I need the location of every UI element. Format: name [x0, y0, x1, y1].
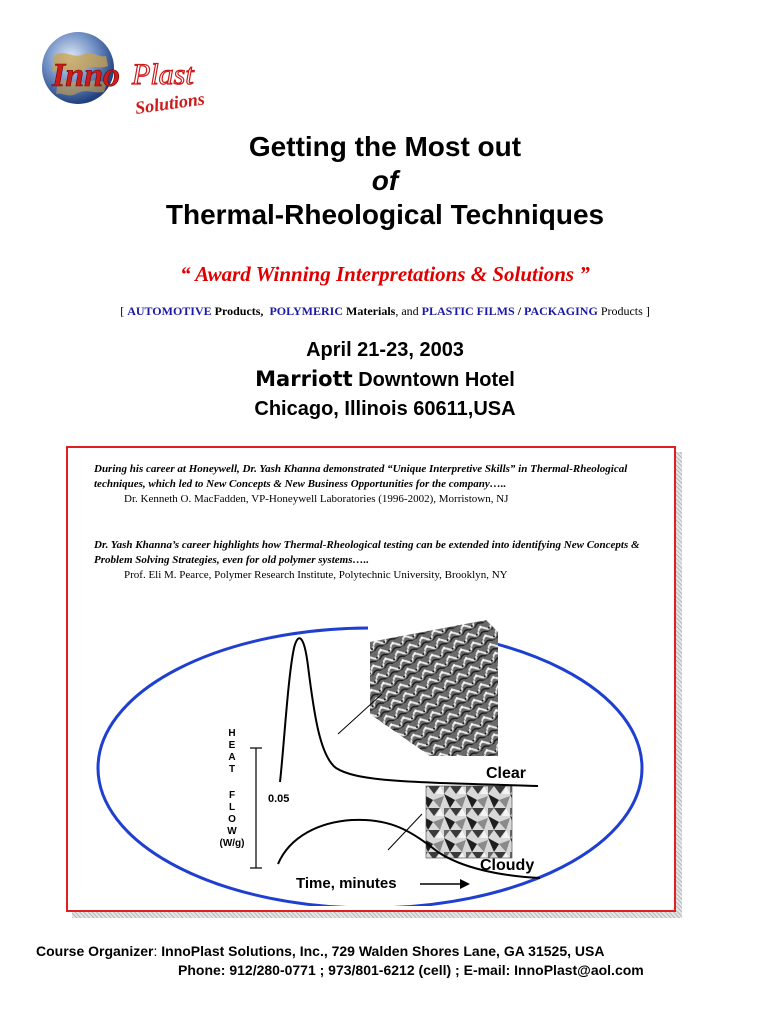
title-line-3: Thermal-Rheological Techniques: [165, 199, 605, 230]
ylabel-letter-1: H: [228, 728, 236, 739]
title-line-1: Getting the Most out: [248, 131, 522, 162]
testimonial-1-attribution: Dr. Kenneth O. MacFadden, VP-Honeywell Laboratories (1996-2002), Morristown, NJ: [124, 493, 509, 505]
ylabel-letter-4: T: [228, 764, 236, 775]
clear-micrograph-image: [368, 620, 498, 756]
document-title: [0, 130, 770, 232]
logo-word-plast: Plast: [132, 58, 194, 91]
subtitle: “ Award Winning Interpretations & Solutions ”: [180, 262, 590, 286]
testimonial-1: [94, 462, 664, 507]
footer-line-1: [36, 942, 756, 961]
ylabel-letter-2: E: [228, 740, 236, 751]
time-axis-label: Time, minutes: [296, 875, 397, 892]
cloudy-micrograph-image: [426, 786, 512, 858]
products-polymeric: POLYMERIC: [269, 304, 344, 318]
organizer-address: InnoPlast Solutions, Inc., 729 Walden Shores Lane, GA 31525, USA: [161, 943, 605, 959]
cloudy-label: Cloudy: [480, 857, 535, 874]
ylabel-letter-7: L: [228, 802, 236, 813]
products-packaging: PACKAGING: [524, 304, 598, 318]
testimonial-1-text: During his career at Honeywell, Dr. Yash Khanna demonstrated “Unique Interpretive Skills” in Thermal-Rheological techniques, which led to New Concepts & New Business Opportunities for the company…..: [94, 463, 628, 490]
hotel-name-bold: Marriott: [255, 367, 353, 391]
products-word-materials: Materials: [343, 304, 396, 318]
logo-word-inno: Inno: [52, 57, 121, 94]
products-open: [: [120, 304, 128, 318]
products-word-and: , and: [395, 304, 422, 318]
event-date: April 21-23, 2003: [306, 339, 464, 361]
products-plastic-films: PLASTIC FILMS: [421, 304, 515, 318]
ylabel-letter-9: W: [227, 826, 237, 837]
testimonial-2: [94, 538, 664, 583]
ylabel-letter-8: O: [228, 814, 236, 825]
event-details: [0, 336, 770, 424]
products-word-products: Products,: [211, 304, 264, 318]
title-line-2: of: [371, 165, 399, 196]
organizer-label: Course Organizer: [36, 943, 154, 959]
testimonial-2-attribution: Prof. Eli M. Pearce, Polymer Research Institute, Polytechnic University, Brooklyn, NY: [124, 569, 508, 581]
products-close: Products ]: [597, 304, 650, 318]
heat-flow-diagram: [70, 596, 670, 906]
ylabel-letter-3: A: [228, 752, 236, 763]
product-categories: [0, 304, 770, 319]
organizer-colon: :: [153, 943, 162, 959]
logo-word-solutions: Solutions: [133, 88, 206, 118]
ylabel-letter-10: (W/g): [219, 838, 245, 849]
footer-contact: [36, 942, 756, 980]
event-location: Chicago, Illinois 60611,USA: [254, 398, 516, 420]
products-slash: /: [514, 304, 525, 318]
event-hotel: [0, 365, 770, 395]
ylabel-letter-6: F: [228, 790, 236, 801]
scale-label: 0.05: [268, 793, 290, 805]
products-automotive: AUTOMOTIVE: [127, 304, 212, 318]
innoplast-logo: [40, 26, 230, 126]
hotel-name-rest: Downtown Hotel: [352, 369, 515, 391]
footer-contact-info: Phone: 912/280-0771 ; 973/801-6212 (cell) ; E-mail: InnoPlast@aol.com: [178, 962, 644, 978]
testimonial-2-text: Dr. Yash Khanna’s career highlights how Thermal-Rheological testing can be extended into identifying New Concepts & Problem Solving Strategies, even for old polymer systems…..: [94, 539, 640, 566]
clear-label: Clear: [486, 765, 527, 782]
